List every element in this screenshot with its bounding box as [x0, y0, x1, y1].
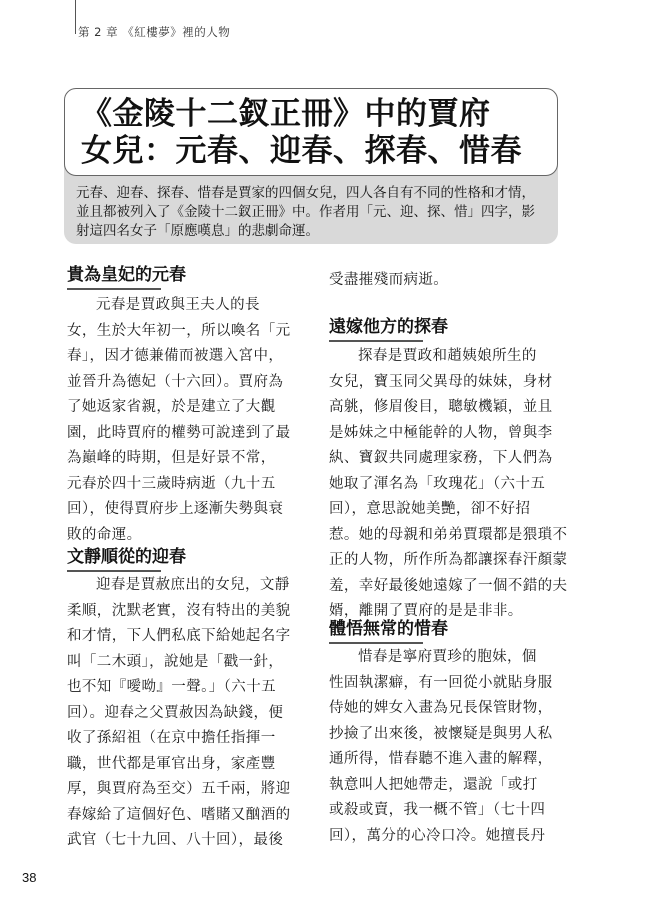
body-line: 柔順，沈默老實，沒有特出的美貌 [67, 602, 291, 619]
body-line: 迎春是賈赦庶出的女兒，文靜 [96, 577, 290, 593]
section-title-xichun: 體悟無常的惜春 [329, 619, 448, 639]
section-title-yuanchun: 貴為皇妃的元春 [67, 265, 186, 285]
intro-line: 元春、迎春、探春、惜春是賈家的四個女兒，四人各自有不同的性格和才情， [76, 185, 535, 201]
body-line: 探春是賈政和趙姨娘所生的 [358, 348, 537, 364]
body-line: 紈、寶釵共同處理家務，下人們為 [329, 450, 553, 466]
section-title-tanchun: 遠嫁他方的探春 [329, 317, 448, 337]
section-body-yuanchun [67, 293, 291, 548]
body-line: 元春是賈政與王夫人的長 [96, 297, 260, 313]
body-line: 了她返家省親，於是建立了大觀 [67, 399, 276, 415]
section-body-tanchun [329, 344, 567, 625]
body-line: 為巔峰的時期，但是好景不常， [67, 450, 276, 466]
body-line: 性固執潔癖，有一回從小就貼身服 [329, 674, 553, 691]
body-line: 女兒，寶玉同父異母的妹妹，身材 [329, 373, 553, 390]
body-line: 園，此時賈府的權勢可說達到了最 [67, 424, 291, 441]
section-body-xichun [329, 645, 553, 849]
chapter-header: 第 2 章 《紅樓夢》裡的人物 [78, 25, 231, 39]
body-line: 收了孫紹祖（在京中擔任指揮一 [67, 730, 276, 746]
body-line: 叫「二木頭」，說她是「戳一針， [67, 653, 284, 670]
body-line: 武官（七十九回、八十回），最後 [67, 832, 284, 848]
body-line: 春嫁給了這個好色、嗜賭又酗酒的 [67, 806, 291, 823]
body-line: 回），意思說她美艷，卻不好招 [329, 501, 531, 517]
body-line: 或殺或賣，我一概不管」（七十四 [329, 802, 546, 818]
body-line: 她取了渾名為「玫瑰花」（六十五 [329, 475, 546, 492]
body-line: 正的人物，所作所為都讓探春汗顏蒙 [329, 552, 568, 568]
body-line: 也不知『噯呦』一聲。」（六十五 [67, 679, 276, 695]
page-number: 38 [22, 870, 37, 885]
body-line: 高䠷，修眉俊目，聰敏機穎，並且 [329, 399, 553, 415]
intro-line: 並且都被列入了《金陵十二釵正冊》中。作者用「元、迎、探、惜」四字，影 [76, 204, 535, 220]
title-box [64, 88, 558, 176]
body-line: 抄撿了出來後，被懷疑是與男人私 [329, 725, 553, 742]
body-line: 執意叫人把她帶走，還說「或打 [329, 776, 538, 793]
section-title-yingchun: 文靜順從的迎春 [67, 547, 186, 567]
body-line: 是姊妹之中極能幹的人物，曾與李 [329, 424, 553, 441]
body-line: 回），萬分的心冷口冷。她擅長丹 [329, 827, 546, 844]
body-line: 婿，離開了賈府的是是非非。 [329, 603, 523, 619]
body-line: 惹。她的母親和弟弟賈環都是猥瑣不 [329, 526, 568, 543]
body-line: 敗的命運。 [67, 526, 142, 543]
section-body-yingchun [67, 573, 291, 854]
body-line: 侍她的婢女入畫為兄長保管財物， [329, 700, 553, 716]
title-line-1: 《金陵十二釵正冊》中的賈府 [81, 96, 491, 132]
continuation-text [329, 268, 448, 294]
body-line: 惜春是寧府賈珍的胞妹，個 [358, 649, 537, 665]
body-line: 回），使得賈府步上逐漸失勢與衰 [67, 501, 284, 517]
body-line: 和才情，下人們私底下給她起名字 [67, 628, 291, 644]
body-line: 厚，與賈府為至交）五千兩，將迎 [67, 781, 291, 797]
body-line: 並晉升為德妃（十六回）。賈府為 [67, 373, 284, 390]
intro-line: 射這四名女子「原應嘆息」的悲劇命運。 [76, 223, 319, 239]
body-line: 職，世代都是軍官出身，家產豐 [67, 755, 276, 772]
title-line-2: 女兒：元春、迎春、探春、惜春 [81, 133, 522, 169]
header-divider [75, 0, 76, 34]
body-line: 元春於四十三歲時病逝（九十五 [67, 475, 276, 492]
body-line: 通所得，惜春聽不進入畫的解釋， [329, 751, 553, 767]
body-line: 受盡摧殘而病逝。 [329, 272, 449, 288]
body-line: 羞，幸好最後她遠嫁了一個不錯的夫 [329, 577, 568, 594]
body-line: 春」，因才德兼備而被選入宮中， [67, 348, 284, 364]
body-line: 回）。迎春之父賈赦因為缺錢，便 [67, 704, 284, 721]
body-line: 女，生於大年初一，所以喚名「元 [67, 322, 291, 339]
